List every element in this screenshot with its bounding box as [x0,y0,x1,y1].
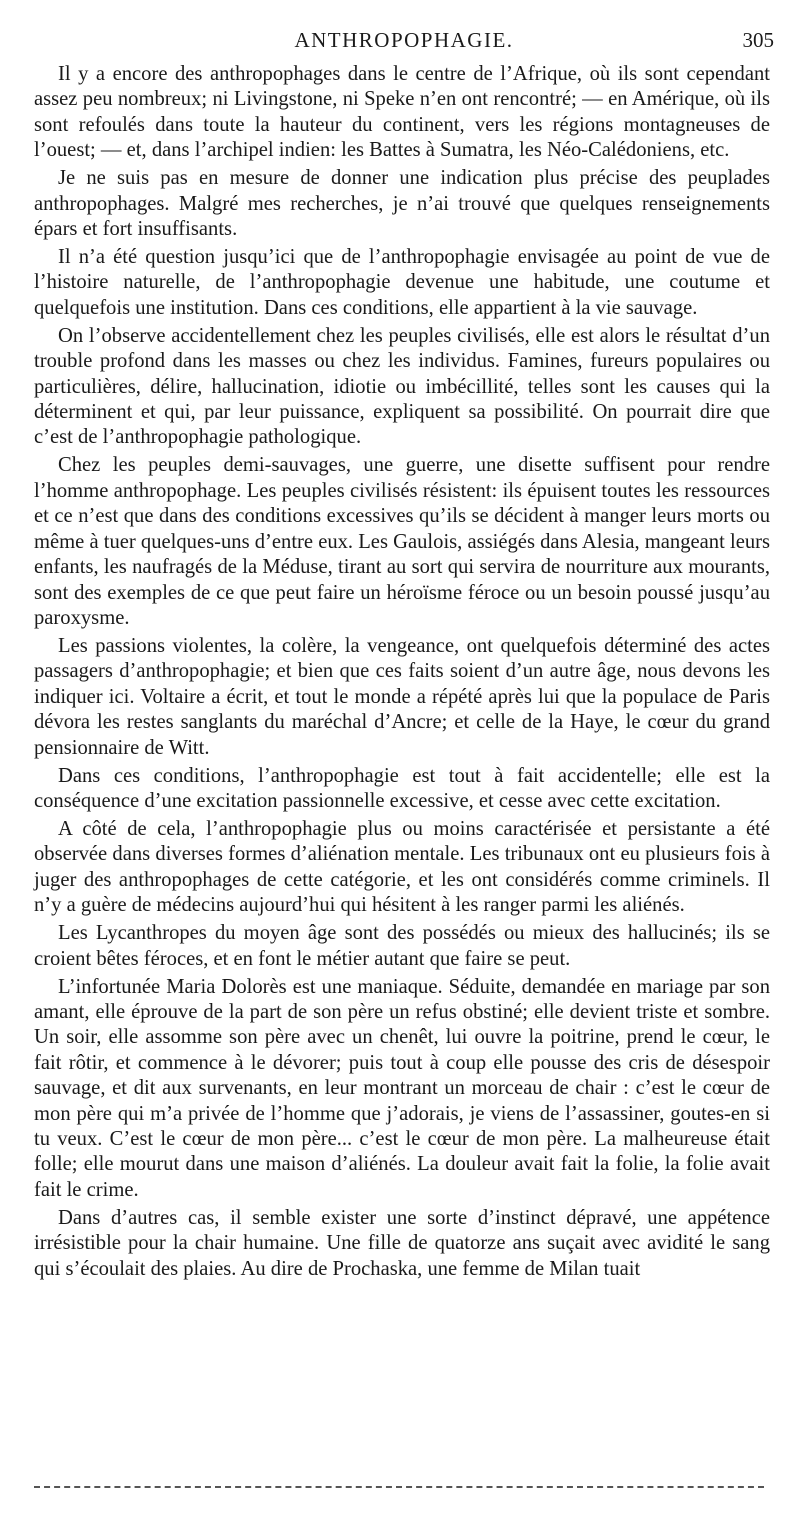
body-text [34,62,770,1285]
paragraph: On l’observe accidentellement chez les peuples civilisés, elle est alors le résultat d’un trouble profond dans les masses ou chez les individus. Famines, fureurs populaires ou particulières, délire, hallucination, idiotie ou imbécillité, telles sont les causes qui la déterminent et qui, par leur puissance, expliquent sa possibilité. On pourrait dire que c’est de l’anthropophagie pathologique. [34,324,770,449]
paragraph: L’infortunée Maria Dolorès est une maniaque. Séduite, demandée en mariage par son amant, elle éprouve de la part de son père un refus obstiné; elle devient triste et sombre. Un soir, elle assomme son père avec un chenêt, lui ouvre la poitrine, prend le cœur, le fait rôtir, et commence à le dévorer; puis tout à coup elle pousse des cris de désespoir sauvage, et dit aux survenants, en leur montrant un morceau de chair : c’est le cœur de mon père qui m’a privée de l’homme que j’adorais, je viens de l’assassiner, goutes-en si tu veux. C’est le cœur de mon père... c’est le cœur de mon père. La malheureuse était folle; elle mourut dans une maison d’aliénés. La douleur avait fait la folie, la folie avait fait le crime. [34,975,770,1201]
paragraph: Il n’a été question jusqu’ici que de l’anthropophagie envisagée au point de vue de l’histoire naturelle, de l’anthropophagie devenue une habitude, une coutume et quelquefois une institution. Dans ces conditions, elle appartient à la vie sauvage. [34,246,770,319]
paragraph: Je ne suis pas en mesure de donner une indication plus précise des peuplades anthropophages. Malgré mes recherches, je n’ai trouvé que quelques renseignements épars et fort insuffisants. [34,167,770,241]
page-number: 305 [742,28,774,52]
running-title: ANTHROPOPHAGIE. [294,28,514,52]
paragraph: Dans d’autres cas, il semble exister une sorte d’instinct dépravé, une appétence irrésistible pour la chair humaine. Une fille de quatorze ans suçait avec avidité le sang qui s’écoulait des plaies. Au dire de Prochaska, une femme de Milan tuait [34,1206,770,1280]
paragraph: A côté de cela, l’anthropophagie plus ou moins caractérisée et persistante a été observée dans diverses formes d’aliénation mentale. Les tribunaux ont eu plusieurs fois à juger des anthropophages de cette catégorie, et les ont considérés comme criminels. Il n’y a guère de médecins aujourd’hui qui hésitent à les ranger parmi les aliénés. [34,817,770,917]
page-header [34,28,774,58]
paragraph: Les passions violentes, la colère, la vengeance, ont quelquefois déterminé des actes passagers d’anthropophagie; et bien que ces faits soient d’un autre âge, nous devons les indiquer ici. Voltaire a écrit, et tout le monde a répété après lui que la populace de Paris dévora les restes sanglants du maréchal d’Ancre; et celle de la Haye, le cœur du grand pensionnaire de Witt. [34,634,770,759]
footer-rule [34,1486,764,1488]
paragraph: Chez les peuples demi-sauvages, une guerre, une disette suffisent pour rendre l’homme anthropophage. Les peuples civilisés résistent: ils épuisent toutes les ressources et ce n’est que dans des conditions excessives qu’ils se décident à manger leurs morts ou même à tuer quelques-uns d’entre eux. Les Gaulois, assiégés dans Alesia, mangeant leurs enfants, les naufragés de la Méduse, tirant au sort qui servira de nourriture aux mourants, sont des exemples de ce que peut faire un héroïsme féroce ou un besoin poussé jusqu’au paroxysme. [34,454,771,629]
paragraph: Les Lycanthropes du moyen âge sont des possédés ou mieux des hallucinés; ils se croient bêtes féroces, et en font le métier autant que faire se peut. [34,922,770,970]
paragraph: Il y a encore des anthropophages dans le centre de l’Afrique, où ils sont cependant assez peu nombreux; ni Livingstone, ni Speke n’en ont rencontré; — en Amérique, où ils sont refoulés dans toute la hauteur du continent, vers les régions montagneuses de l’ouest; — et, dans l’archipel indien: les Battes à Sumatra, les Néo-Calédoniens, etc. [34,63,770,162]
paragraph: Dans ces conditions, l’anthropophagie est tout à fait accidentelle; elle est la conséquence d’une excitation passionnelle excessive, et cesse avec cette excitation. [34,764,770,812]
